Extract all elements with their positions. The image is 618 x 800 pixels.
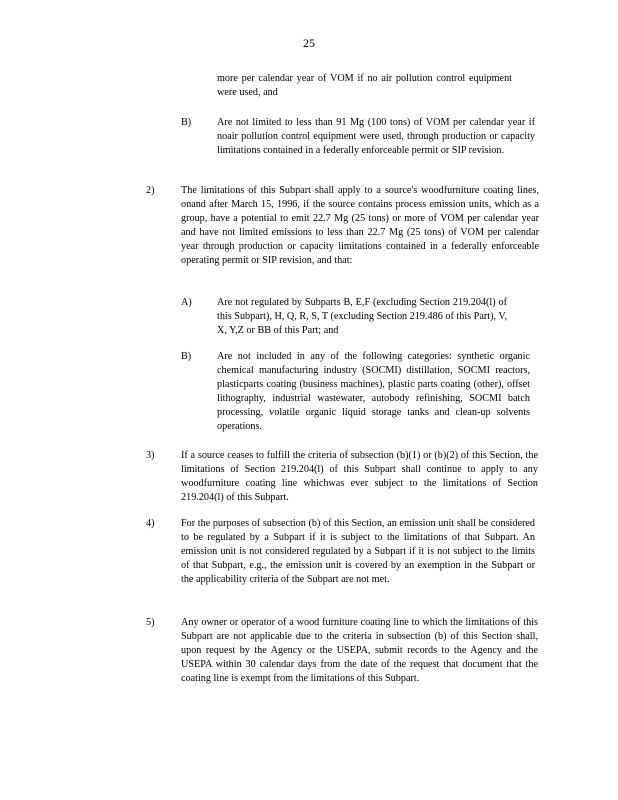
item-1b-label: B) — [181, 117, 192, 128]
item-2b-label: B) — [181, 351, 192, 362]
item-1b-text: Are not limited to less than 91 Mg (100 tons) of VOM per calendar year if noair pollution control equipment were used, through production or capacity limitations contained in a federally enforceable permit or SIP revision. — [217, 117, 535, 156]
item-2-text: The limitations of this Subpart shall apply to a source's woodfurniture coating lines, onand after March 15, 1996, if the source contains process emission units, which as a group, have a potential to emit 22.7 Mg (25 tons) or more of VOM per calendar year and have not limited emissions to less than 22.7 Mg (25 tons) of VOM per calendar year through production or capacity limitations contained in a federally enforceable operating permit or SIP revision, and that: — [181, 185, 539, 266]
item-2a-text: Are not regulated by Subparts B, E,F (excluding Section 219.204(l) of this Subpart), H, Q, R, S, T (excluding Section 219.486 of this Part), V, X, Y,Z or BB of this Part; and — [217, 297, 507, 336]
item-3-text: If a source ceases to fulfill the criteria of subsection (b)(1) or (b)(2) of this Section, the limitations of Section 219.204(l) of this Subpart shall continue to apply to any woodfurniture coating line whichwas ever subject to the limitations of Section 219.204(l) of this Subpart. — [181, 450, 538, 503]
page-number: 25 — [303, 36, 315, 50]
item-4-label: 4) — [146, 518, 155, 529]
item-5-label: 5) — [146, 617, 155, 628]
item-2b-text: Are not included in any of the following categories: synthetic organic chemical manufacturing industry (SOCMI) distillation, SOCMI reactors, plasticparts coating (business machines), plastic parts coating (other), offset lithography, industrial wastewater, autobody refinishing, SOCMI batch processing, volatile organic liquid storage tanks and clean-up solvents operations. — [217, 351, 530, 432]
item-3-label: 3) — [146, 450, 155, 461]
item-4-text: For the purposes of subsection (b) of this Section, an emission unit shall be considered to be regulated by a Subpart if it is subject to the limitations of that Subpart. An emission unit is not considered regulated by a Subpart if it is not subject to the limits of that Subpart, e.g., the emission unit is covered by an exemption in the Subpart or the applicability criteria of the Subpart are not met. — [181, 518, 535, 585]
item-5-text: Any owner or operator of a wood furniture coating line to which the limitations of this Subpart are not applicable due to the criteria in subsection (b) of this Section shall, upon request by the Agency or the USEPA, submit records to the Agency and the USEPA within 30 calendar days from the date of the request that document that the coating line is exempt from the limitations of this Subpart. — [181, 617, 538, 684]
continuation-paragraph: more per calendar year of VOM if no air pollution control equipment were used, and — [217, 73, 512, 98]
item-2-label: 2) — [146, 185, 155, 196]
item-2a-label: A) — [181, 297, 192, 308]
